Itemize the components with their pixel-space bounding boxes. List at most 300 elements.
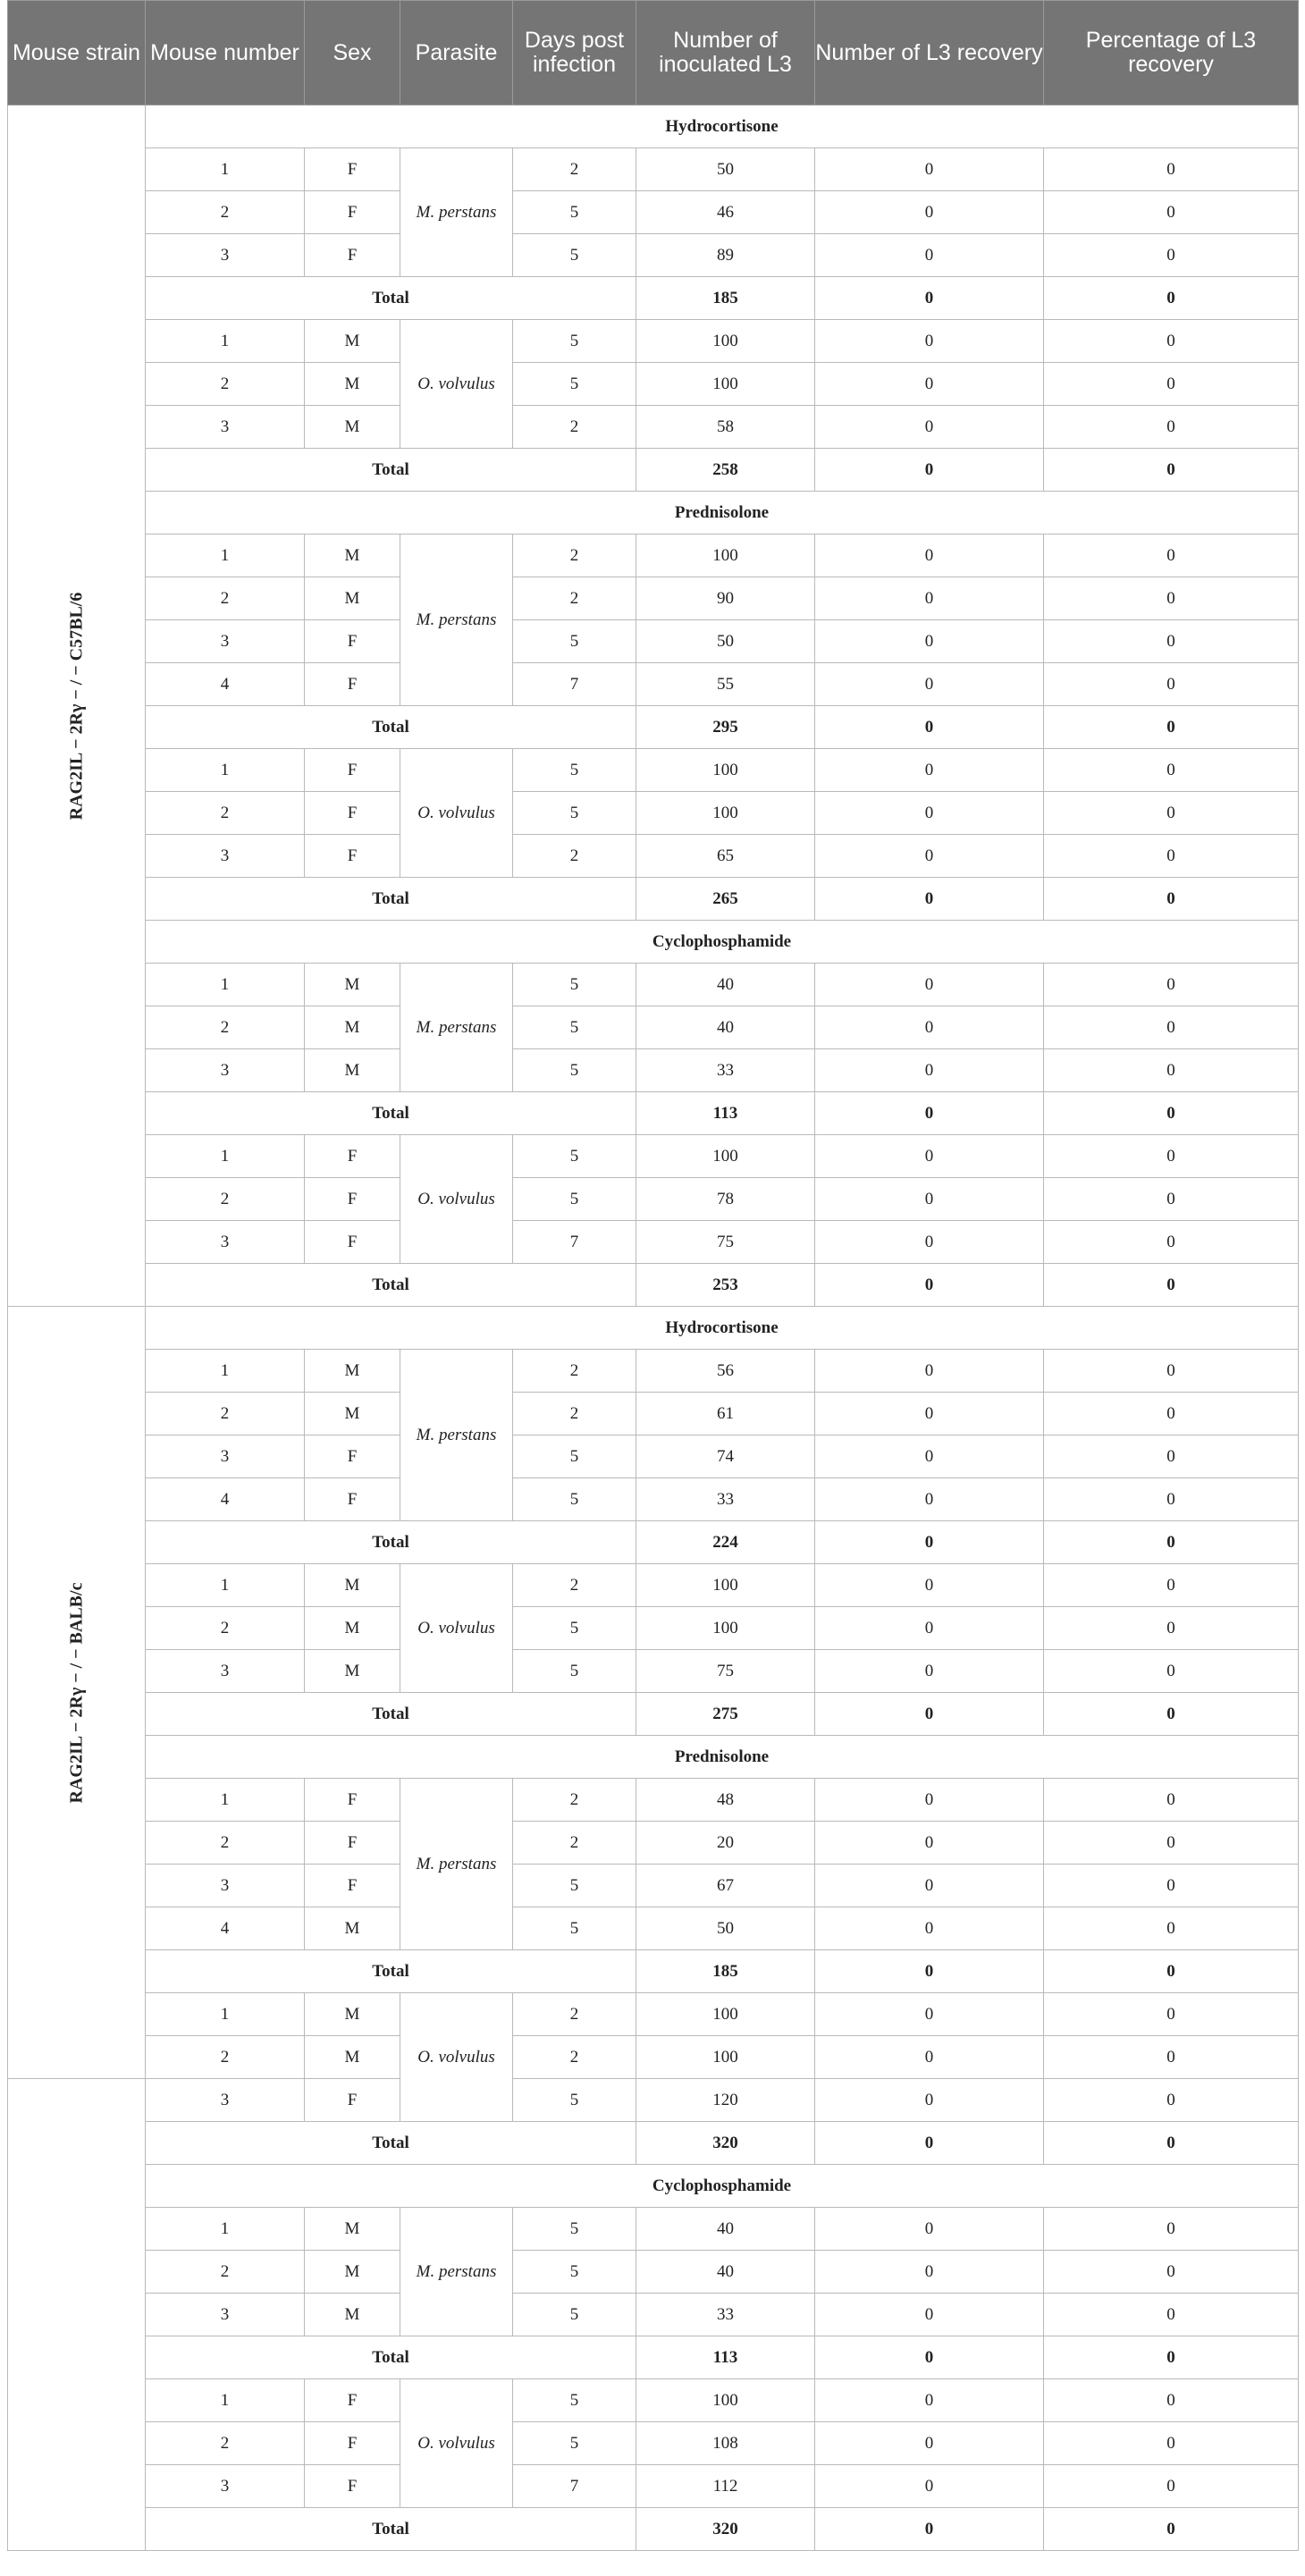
inoculated-l3: 33 (636, 1478, 815, 1521)
total-label: Total (146, 2336, 636, 2379)
l3-recovery-percentage: 0 (1044, 835, 1299, 878)
l3-recovery-percentage: 0 (1044, 620, 1299, 663)
treatment-name: Prednisolone (146, 1736, 1299, 1779)
inoculated-l3: 100 (636, 2036, 815, 2079)
l3-recovery-percentage: 0 (1044, 749, 1299, 792)
total-row (8, 2508, 1299, 2551)
header-mouse-number: Mouse number (146, 1, 305, 105)
inoculated-l3: 56 (636, 1350, 815, 1393)
mouse-number: 2 (146, 2251, 305, 2294)
days-post-infection: 5 (513, 1135, 636, 1178)
sex: F (305, 749, 400, 792)
days-post-infection: 2 (513, 406, 636, 449)
inoculated-l3: 100 (636, 2379, 815, 2422)
days-post-infection: 5 (513, 363, 636, 406)
table-row (8, 620, 1299, 663)
l3-recovery: 0 (815, 2208, 1044, 2251)
mouse-number: 2 (146, 363, 305, 406)
sex: F (305, 2422, 400, 2465)
table-row (8, 749, 1299, 792)
days-post-infection: 2 (513, 1779, 636, 1822)
mouse-strain-label: RAG2IL − 2Rγ − / − C57BL/6 (66, 592, 86, 820)
days-post-infection: 5 (513, 2208, 636, 2251)
l3-recovery-percentage: 0 (1044, 234, 1299, 277)
sex: F (305, 792, 400, 835)
l3-recovery: 0 (815, 2036, 1044, 2079)
total-l3-recovery: 0 (815, 1092, 1044, 1135)
parasite: M. perstans (400, 2208, 513, 2336)
total-label: Total (146, 1092, 636, 1135)
days-post-infection: 5 (513, 1650, 636, 1693)
days-post-infection: 2 (513, 1822, 636, 1865)
inoculated-l3: 33 (636, 2294, 815, 2336)
l3-recovery-percentage: 0 (1044, 191, 1299, 234)
days-post-infection: 2 (513, 535, 636, 577)
treatment-row (8, 492, 1299, 535)
inoculated-l3: 65 (636, 835, 815, 878)
days-post-infection: 5 (513, 2079, 636, 2122)
total-label: Total (146, 277, 636, 320)
l3-recovery-percentage: 0 (1044, 1178, 1299, 1221)
mouse-number: 1 (146, 1779, 305, 1822)
mouse-number: 2 (146, 191, 305, 234)
days-post-infection: 2 (513, 577, 636, 620)
days-post-infection: 5 (513, 792, 636, 835)
sex: M (305, 1564, 400, 1607)
l3-recovery: 0 (815, 191, 1044, 234)
sex: M (305, 535, 400, 577)
data-table (7, 0, 1299, 2551)
inoculated-l3: 100 (636, 320, 815, 363)
sex: M (305, 577, 400, 620)
l3-recovery-percentage: 0 (1044, 1135, 1299, 1178)
table-row (8, 535, 1299, 577)
sex: M (305, 1049, 400, 1092)
l3-recovery: 0 (815, 363, 1044, 406)
l3-recovery: 0 (815, 663, 1044, 706)
mouse-number: 1 (146, 964, 305, 1006)
mouse-number: 1 (146, 2379, 305, 2422)
l3-recovery: 0 (815, 1478, 1044, 1521)
total-l3-recovery-percentage: 0 (1044, 1950, 1299, 1993)
total-row (8, 1693, 1299, 1736)
sex: M (305, 1607, 400, 1650)
sex: M (305, 2208, 400, 2251)
l3-recovery-percentage: 0 (1044, 1478, 1299, 1521)
l3-recovery: 0 (815, 1779, 1044, 1822)
l3-recovery: 0 (815, 749, 1044, 792)
l3-recovery: 0 (815, 835, 1044, 878)
header-l3-recovery: Number of L3 recovery (815, 1, 1044, 105)
sex: F (305, 1221, 400, 1264)
total-label: Total (146, 878, 636, 921)
mouse-strain-cell-continued (8, 2079, 146, 2551)
l3-recovery: 0 (815, 1178, 1044, 1221)
table-row (8, 1993, 1299, 2036)
mouse-number: 3 (146, 1650, 305, 1693)
l3-recovery-percentage: 0 (1044, 2379, 1299, 2422)
mouse-number: 1 (146, 535, 305, 577)
l3-recovery-percentage: 0 (1044, 1393, 1299, 1435)
l3-recovery-percentage: 0 (1044, 535, 1299, 577)
inoculated-l3: 112 (636, 2465, 815, 2508)
inoculated-l3: 120 (636, 2079, 815, 2122)
total-l3-recovery: 0 (815, 2508, 1044, 2551)
inoculated-l3: 40 (636, 2251, 815, 2294)
l3-recovery: 0 (815, 577, 1044, 620)
mouse-number: 2 (146, 1607, 305, 1650)
days-post-infection: 5 (513, 191, 636, 234)
l3-recovery: 0 (815, 1221, 1044, 1264)
table-row (8, 2294, 1299, 2336)
table-row (8, 234, 1299, 277)
total-l3-recovery-percentage: 0 (1044, 2508, 1299, 2551)
table-row (8, 2036, 1299, 2079)
l3-recovery: 0 (815, 2294, 1044, 2336)
total-l3-recovery-percentage: 0 (1044, 1264, 1299, 1307)
days-post-infection: 2 (513, 1350, 636, 1393)
table-row (8, 2251, 1299, 2294)
sex: F (305, 1865, 400, 1907)
l3-recovery: 0 (815, 535, 1044, 577)
l3-recovery-percentage: 0 (1044, 148, 1299, 191)
mouse-number: 2 (146, 1178, 305, 1221)
days-post-infection: 5 (513, 320, 636, 363)
table-row (8, 2079, 1299, 2122)
mouse-number: 3 (146, 620, 305, 663)
l3-recovery: 0 (815, 1650, 1044, 1693)
l3-recovery: 0 (815, 2379, 1044, 2422)
inoculated-l3: 100 (636, 792, 815, 835)
days-post-infection: 2 (513, 835, 636, 878)
treatment-row (8, 105, 1299, 148)
parasite: O. volvulus (400, 2379, 513, 2508)
table-row (8, 663, 1299, 706)
total-l3-recovery: 0 (815, 277, 1044, 320)
sex: F (305, 1178, 400, 1221)
mouse-number: 3 (146, 234, 305, 277)
total-label: Total (146, 2508, 636, 2551)
l3-recovery-percentage: 0 (1044, 1779, 1299, 1822)
total-label: Total (146, 1264, 636, 1307)
parasite: M. perstans (400, 535, 513, 706)
l3-recovery-percentage: 0 (1044, 2294, 1299, 2336)
sex: M (305, 406, 400, 449)
l3-recovery: 0 (815, 234, 1044, 277)
parasite: M. perstans (400, 964, 513, 1092)
treatment-name: Cyclophosphamide (146, 2165, 1299, 2208)
table-row (8, 1135, 1299, 1178)
l3-recovery-percentage: 0 (1044, 663, 1299, 706)
inoculated-l3: 75 (636, 1650, 815, 1693)
sex: M (305, 1393, 400, 1435)
l3-recovery-percentage: 0 (1044, 1607, 1299, 1650)
mouse-number: 1 (146, 320, 305, 363)
l3-recovery: 0 (815, 1393, 1044, 1435)
days-post-infection: 5 (513, 1178, 636, 1221)
mouse-number: 4 (146, 1907, 305, 1950)
inoculated-l3: 20 (636, 1822, 815, 1865)
sex: M (305, 1006, 400, 1049)
l3-recovery-percentage: 0 (1044, 2079, 1299, 2122)
mouse-number: 3 (146, 2465, 305, 2508)
inoculated-l3: 48 (636, 1779, 815, 1822)
total-l3-recovery-percentage: 0 (1044, 2122, 1299, 2165)
l3-recovery: 0 (815, 1907, 1044, 1950)
l3-recovery: 0 (815, 1993, 1044, 2036)
mouse-number: 1 (146, 148, 305, 191)
sex: F (305, 1822, 400, 1865)
mouse-number: 1 (146, 1135, 305, 1178)
treatment-row (8, 2165, 1299, 2208)
total-inoculated-l3: 185 (636, 1950, 815, 1993)
inoculated-l3: 78 (636, 1178, 815, 1221)
days-post-infection: 5 (513, 234, 636, 277)
table-row (8, 1049, 1299, 1092)
l3-recovery: 0 (815, 964, 1044, 1006)
inoculated-l3: 67 (636, 1865, 815, 1907)
total-row (8, 878, 1299, 921)
sex: M (305, 964, 400, 1006)
mouse-number: 3 (146, 835, 305, 878)
total-row (8, 1264, 1299, 1307)
l3-recovery: 0 (815, 1865, 1044, 1907)
parasite: O. volvulus (400, 749, 513, 878)
days-post-infection: 5 (513, 2379, 636, 2422)
total-l3-recovery-percentage: 0 (1044, 1521, 1299, 1564)
l3-recovery: 0 (815, 1435, 1044, 1478)
inoculated-l3: 61 (636, 1393, 815, 1435)
days-post-infection: 5 (513, 749, 636, 792)
total-row (8, 277, 1299, 320)
sex: M (305, 1650, 400, 1693)
sex: F (305, 663, 400, 706)
table-row (8, 2208, 1299, 2251)
header-mouse-strain: Mouse strain (8, 1, 146, 105)
inoculated-l3: 100 (636, 1564, 815, 1607)
sex: F (305, 2379, 400, 2422)
days-post-infection: 2 (513, 1564, 636, 1607)
sex: F (305, 2079, 400, 2122)
sex: M (305, 2251, 400, 2294)
treatment-name: Prednisolone (146, 492, 1299, 535)
mouse-number: 2 (146, 2422, 305, 2465)
l3-recovery: 0 (815, 792, 1044, 835)
inoculated-l3: 50 (636, 148, 815, 191)
total-label: Total (146, 2122, 636, 2165)
total-l3-recovery-percentage: 0 (1044, 449, 1299, 492)
total-row (8, 2336, 1299, 2379)
l3-recovery: 0 (815, 406, 1044, 449)
total-l3-recovery: 0 (815, 1693, 1044, 1736)
sex: F (305, 1135, 400, 1178)
total-l3-recovery-percentage: 0 (1044, 878, 1299, 921)
days-post-infection: 5 (513, 1478, 636, 1521)
total-l3-recovery-percentage: 0 (1044, 1092, 1299, 1135)
parasite: O. volvulus (400, 1135, 513, 1264)
days-post-infection: 5 (513, 1435, 636, 1478)
table-row (8, 1607, 1299, 1650)
days-post-infection: 5 (513, 964, 636, 1006)
total-inoculated-l3: 224 (636, 1521, 815, 1564)
total-row (8, 449, 1299, 492)
table-row (8, 2379, 1299, 2422)
l3-recovery-percentage: 0 (1044, 320, 1299, 363)
l3-recovery-percentage: 0 (1044, 2208, 1299, 2251)
table-row (8, 1822, 1299, 1865)
table-row (8, 191, 1299, 234)
days-post-infection: 2 (513, 2036, 636, 2079)
l3-recovery-percentage: 0 (1044, 2422, 1299, 2465)
inoculated-l3: 100 (636, 1993, 815, 2036)
treatment-row (8, 1307, 1299, 1350)
l3-recovery: 0 (815, 1049, 1044, 1092)
total-row (8, 2122, 1299, 2165)
sex: F (305, 1435, 400, 1478)
mouse-strain-cell (8, 1307, 146, 2079)
inoculated-l3: 46 (636, 191, 815, 234)
days-post-infection: 5 (513, 1607, 636, 1650)
days-post-infection: 7 (513, 663, 636, 706)
sex: F (305, 2465, 400, 2508)
mouse-number: 4 (146, 1478, 305, 1521)
table-row (8, 835, 1299, 878)
header-row (8, 1, 1299, 105)
mouse-number: 3 (146, 1221, 305, 1264)
mouse-number: 1 (146, 2208, 305, 2251)
inoculated-l3: 40 (636, 2208, 815, 2251)
mouse-number: 1 (146, 749, 305, 792)
mouse-number: 1 (146, 1350, 305, 1393)
inoculated-l3: 40 (636, 1006, 815, 1049)
table-row (8, 1435, 1299, 1478)
mouse-number: 1 (146, 1564, 305, 1607)
sex: F (305, 234, 400, 277)
sex: M (305, 1993, 400, 2036)
inoculated-l3: 74 (636, 1435, 815, 1478)
inoculated-l3: 100 (636, 363, 815, 406)
inoculated-l3: 89 (636, 234, 815, 277)
inoculated-l3: 33 (636, 1049, 815, 1092)
treatment-row (8, 921, 1299, 964)
table-row (8, 1865, 1299, 1907)
parasite: M. perstans (400, 148, 513, 277)
total-l3-recovery-percentage: 0 (1044, 1693, 1299, 1736)
l3-recovery-percentage: 0 (1044, 964, 1299, 1006)
table-row (8, 577, 1299, 620)
mouse-number: 2 (146, 2036, 305, 2079)
total-row (8, 1521, 1299, 1564)
l3-recovery: 0 (815, 320, 1044, 363)
l3-recovery: 0 (815, 1822, 1044, 1865)
table-row (8, 363, 1299, 406)
l3-recovery: 0 (815, 148, 1044, 191)
l3-recovery-percentage: 0 (1044, 2036, 1299, 2079)
l3-recovery-percentage: 0 (1044, 363, 1299, 406)
l3-recovery-percentage: 0 (1044, 1564, 1299, 1607)
days-post-infection: 5 (513, 2251, 636, 2294)
total-inoculated-l3: 185 (636, 277, 815, 320)
total-inoculated-l3: 113 (636, 1092, 815, 1135)
total-l3-recovery: 0 (815, 1521, 1044, 1564)
total-l3-recovery: 0 (815, 449, 1044, 492)
days-post-infection: 2 (513, 1393, 636, 1435)
total-l3-recovery: 0 (815, 706, 1044, 749)
table-row (8, 792, 1299, 835)
l3-recovery-percentage: 0 (1044, 406, 1299, 449)
sex: F (305, 1779, 400, 1822)
sex: M (305, 1907, 400, 1950)
total-inoculated-l3: 258 (636, 449, 815, 492)
sex: M (305, 320, 400, 363)
l3-recovery-percentage: 0 (1044, 2465, 1299, 2508)
mouse-strain-label: RAG2IL − 2Rγ − / − BALB/c (66, 1582, 86, 1803)
total-l3-recovery-percentage: 0 (1044, 277, 1299, 320)
inoculated-l3: 90 (636, 577, 815, 620)
table-row (8, 1006, 1299, 1049)
l3-recovery-percentage: 0 (1044, 1650, 1299, 1693)
l3-recovery: 0 (815, 620, 1044, 663)
table-row (8, 964, 1299, 1006)
treatment-row (8, 1736, 1299, 1779)
mouse-number: 2 (146, 577, 305, 620)
total-l3-recovery-percentage: 0 (1044, 2336, 1299, 2379)
header-sex: Sex (305, 1, 400, 105)
l3-recovery-percentage: 0 (1044, 1822, 1299, 1865)
inoculated-l3: 100 (636, 1135, 815, 1178)
inoculated-l3: 50 (636, 620, 815, 663)
mouse-number: 2 (146, 1006, 305, 1049)
mouse-number: 2 (146, 1393, 305, 1435)
l3-recovery-percentage: 0 (1044, 1993, 1299, 2036)
total-l3-recovery-percentage: 0 (1044, 706, 1299, 749)
total-l3-recovery: 0 (815, 1264, 1044, 1307)
l3-recovery-percentage: 0 (1044, 1350, 1299, 1393)
table-row (8, 148, 1299, 191)
l3-recovery-percentage: 0 (1044, 1049, 1299, 1092)
inoculated-l3: 58 (636, 406, 815, 449)
inoculated-l3: 40 (636, 964, 815, 1006)
l3-recovery: 0 (815, 2251, 1044, 2294)
l3-recovery-percentage: 0 (1044, 1907, 1299, 1950)
sex: M (305, 2294, 400, 2336)
parasite: O. volvulus (400, 1993, 513, 2122)
l3-recovery-percentage: 0 (1044, 577, 1299, 620)
l3-recovery-percentage: 0 (1044, 792, 1299, 835)
total-label: Total (146, 1950, 636, 1993)
total-inoculated-l3: 265 (636, 878, 815, 921)
sex: M (305, 2036, 400, 2079)
total-inoculated-l3: 113 (636, 2336, 815, 2379)
sex: F (305, 191, 400, 234)
mouse-number: 3 (146, 406, 305, 449)
total-inoculated-l3: 253 (636, 1264, 815, 1307)
treatment-name: Hydrocortisone (146, 1307, 1299, 1350)
total-inoculated-l3: 275 (636, 1693, 815, 1736)
days-post-infection: 5 (513, 1049, 636, 1092)
mouse-number: 2 (146, 1822, 305, 1865)
sex: M (305, 363, 400, 406)
l3-recovery: 0 (815, 1607, 1044, 1650)
total-inoculated-l3: 320 (636, 2122, 815, 2165)
days-post-infection: 5 (513, 1865, 636, 1907)
days-post-infection: 7 (513, 1221, 636, 1264)
inoculated-l3: 100 (636, 535, 815, 577)
mouse-number: 3 (146, 1435, 305, 1478)
table-row (8, 406, 1299, 449)
treatment-name: Cyclophosphamide (146, 921, 1299, 964)
total-label: Total (146, 449, 636, 492)
